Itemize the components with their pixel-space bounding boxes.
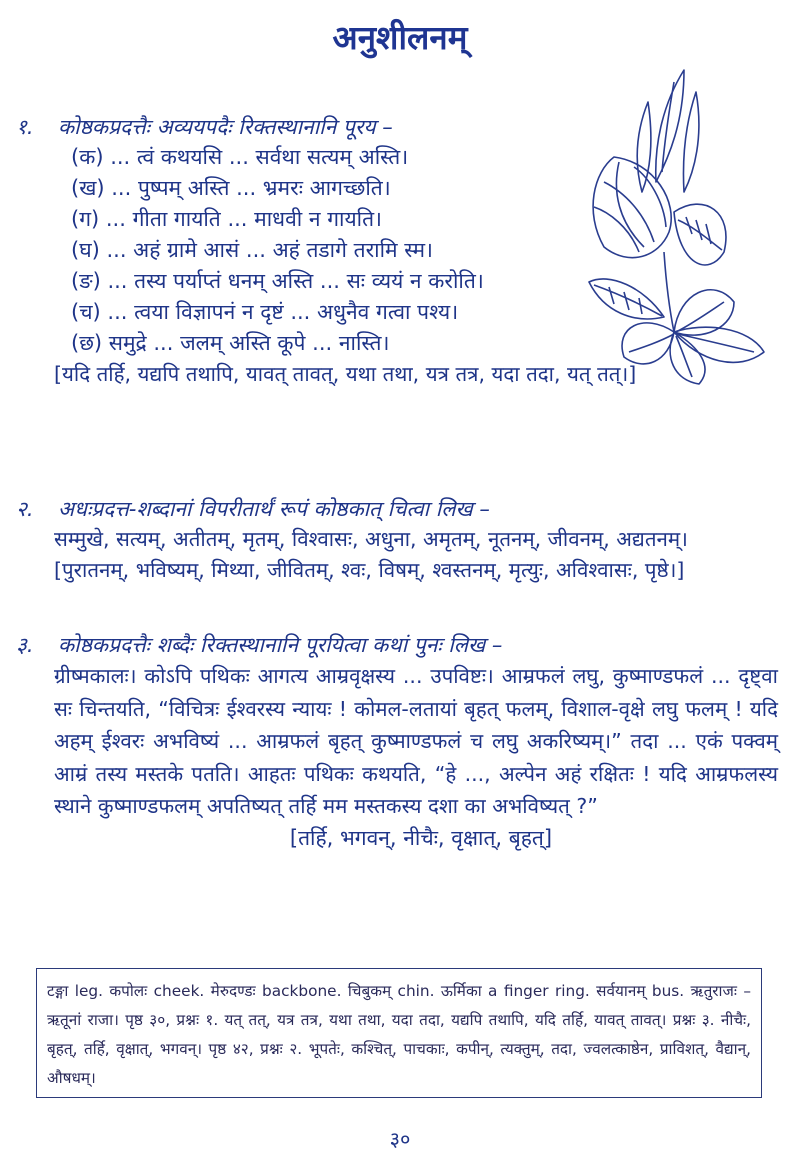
exercise-2-instruction: अधःप्रदत्त-शब्दानां विपरीतार्थं रूपं कोष्ठकात् चित्वा लिख – <box>58 497 490 521</box>
exercise-1-number: १. <box>16 115 34 139</box>
exercise-3-instruction: कोष्ठकप्रदत्तैः शब्दैः रिक्तस्थानानि पूरयित्वा कथां पुनः लिख – <box>58 633 503 657</box>
exercise-3-story: ग्रीष्मकालः। कोऽपि पथिकः आगत्य आम्रवृक्षस्य ... उपविष्टः। आम्रफलं लघु, कुष्माण्डफलं ... दृष्ट्वा सः चिन्तयति, “विचित्रः ईश्वरस्य न्यायः ! कोमल-लतायां बृहत् फलम्, विशाल-वृक्षे लघु फलम् ! यदि अहम् ईश्वरः अभविष्यं ... आम्रफलं बृहत् कुष्माण्डफलं च लघु अकरिष्यम्।” तदा ... एकं पक्वम् आम्रं तस्य मस्तके पतति। आहतः पथिकः कथयति, “हे ..., अल्पेन अहं रक्षितः ! यदि आम्रफलस्य स्थाने कुष्माण्डफलम् अपतिष्यत् तर्हि मम मस्तकस्य दशा का अभविष्यत् ?” <box>54 664 778 818</box>
exercise-2 <box>16 494 786 586</box>
glossary-answer-box: टङ्गा leg. कपोलः cheek. मेरुदण्डः backbone. चिबुकम् chin. ऊर्मिका a finger ring. सर्वयानम् bus. ऋतुराजः – ऋतूनां राजा। पृष्ठ ३०, प्रश्नः १. यत् तत्, यत्र तत्र, यथा तथा, यदा तदा, यद्यपि तथापि, यदि तर्हि, यावत् तावत्। प्रश्नः ३. नीचैः, बृहत्, तर्हि, वृक्षात्, भगवन्। पृष्ठ ४२, प्रश्नः २. भूपतेः, कश्चित्, पाचकाः, कपीन्, त्यक्तुम्, तदा, ज्वलत्काष्ठेन, प्राविशत्, वैद्यान्, औषधम्। <box>36 968 762 1098</box>
exercise-1-instruction: कोष्ठकप्रदत्तैः अव्ययपदैः रिक्तस्थानानि पूरय – <box>58 115 393 139</box>
list-item: (घ) ... अहं ग्रामे आसं ... अहं तडागे तरामि स्म। <box>71 238 433 262</box>
list-item: (क) ... त्वं कथयसि ... सर्वथा सत्यम् अस्ति। <box>71 145 409 169</box>
list-item: (च) ... त्वया विज्ञापनं न दृष्टं ... अधुनैव गत्वा पश्य। <box>71 300 459 324</box>
list-item: (ङ) ... तस्य पर्याप्तं धनम् अस्ति ... सः व्ययं न करोति। <box>71 269 484 293</box>
list-item: (छ) समुद्रे ... जलम् अस्ति कूपे ... नास्ति। <box>71 331 390 355</box>
exercise-2-options: [पुरातनम्, भविष्यम्, मिथ्या, जीवितम्, श्वः, विषम्, श्वस्तनम्, मृत्युः, अविश्वासः, पृष्ठे।] <box>54 558 685 582</box>
page-title: अनुशीलनम् <box>332 18 468 57</box>
exercise-1-options: [यदि तर्हि, यद्यपि तथापि, यावत् तावत्, यथा तथा, यत्र तत्र, यदा तदा, यत् तत्।] <box>54 362 637 386</box>
list-item: (ख) ... पुष्पम् अस्ति ... भ्रमरः आगच्छति। <box>71 176 391 200</box>
exercise-2-heading <box>16 494 786 524</box>
exercise-3-options: [तर्हि, भगवन्, नीचैः, वृक्षात्, बृहत्] <box>289 825 553 850</box>
list-item: (ग) ... गीता गायति ... माधवी न गायति। <box>71 207 383 231</box>
exercise-1-heading <box>16 112 786 142</box>
exercise-2-number: २. <box>16 497 34 521</box>
exercise-1 <box>16 112 786 390</box>
exercise-2-words: सम्मुखे, सत्यम्, अतीतम्, मृतम्, विश्वासः, अधुना, अमृतम्, नूतनम्, जीवनम्, अद्यतनम्। <box>54 527 688 551</box>
exercise-3 <box>16 630 786 854</box>
exercise-3-number: ३. <box>16 633 34 657</box>
page-number: ३० <box>389 1127 411 1151</box>
exercise-3-heading <box>16 630 786 660</box>
